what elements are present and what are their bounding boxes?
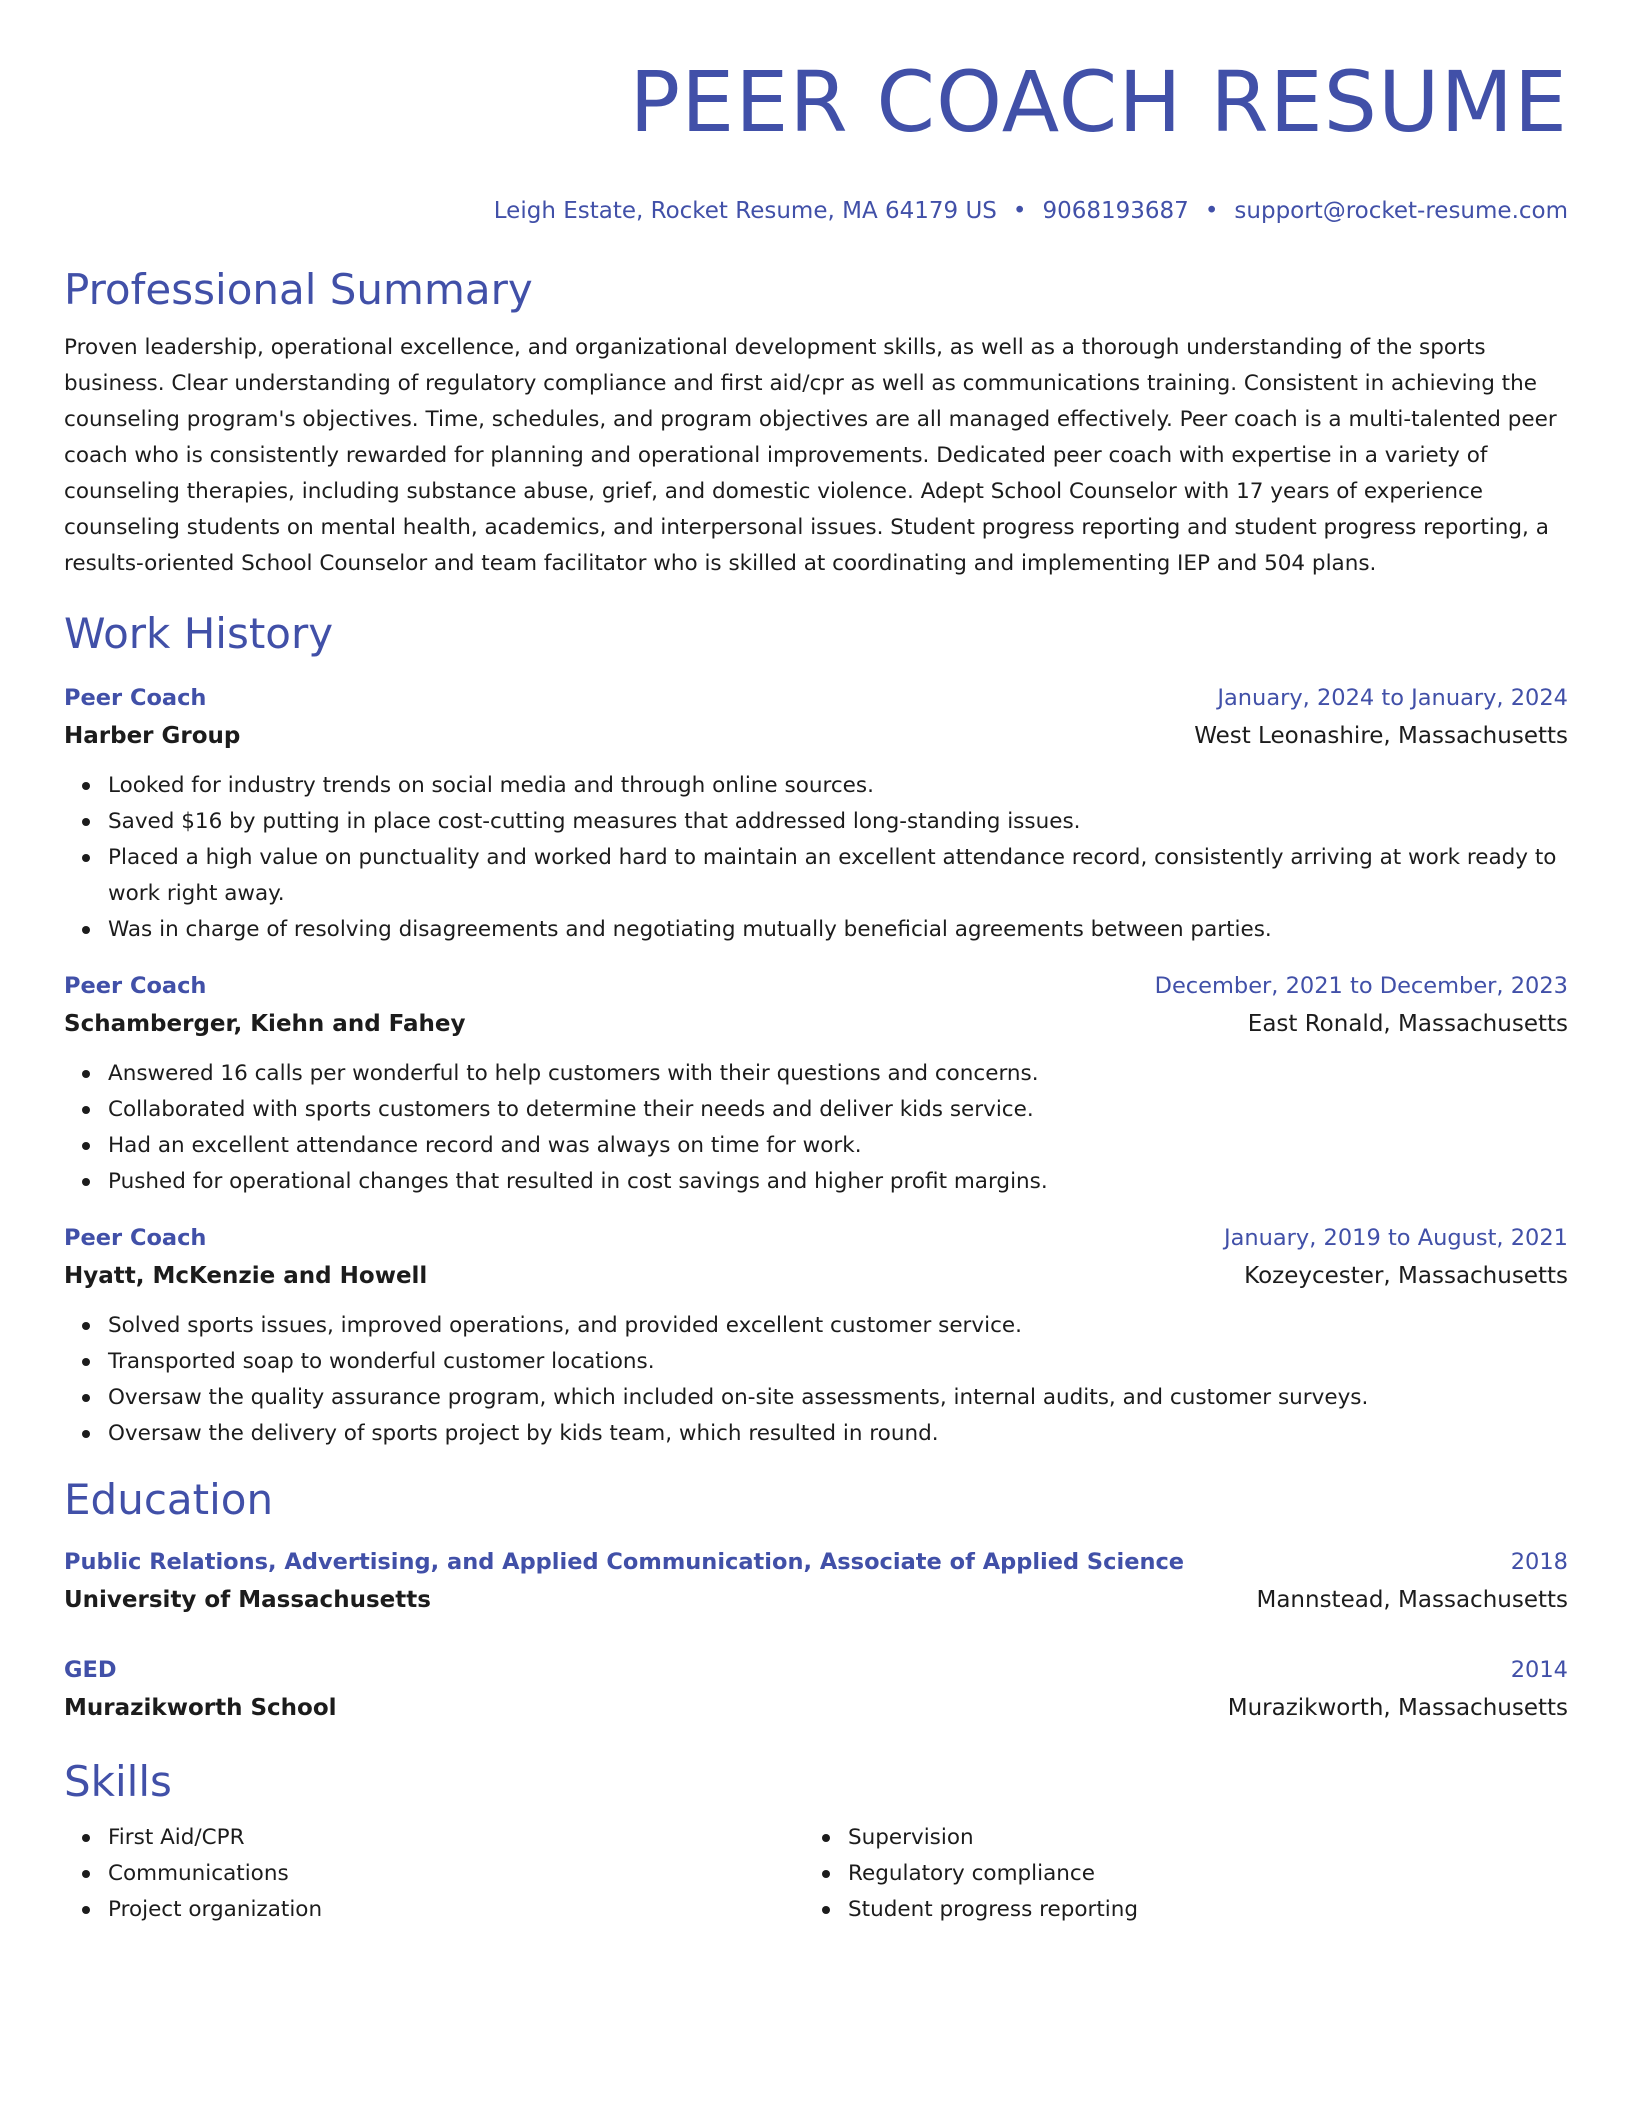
job-company-row xyxy=(64,716,1568,756)
job-location: Kozeycester, Massachusetts xyxy=(1244,1263,1568,1289)
skills-list xyxy=(64,1820,804,1928)
skills-heading: Skills xyxy=(64,1757,172,1806)
education-entry xyxy=(64,1652,1568,1728)
skills-grid xyxy=(64,1820,1568,1928)
job-bullet: Had an excellent attendance record and was always on time for work. xyxy=(108,1128,1568,1164)
job-bullet: Oversaw the delivery of sports project by kids team, which resulted in round. xyxy=(108,1416,1568,1452)
contact-line xyxy=(64,196,1568,226)
job-company-row xyxy=(64,1004,1568,1044)
job-company: Harber Group xyxy=(64,723,241,749)
separator-dot: • xyxy=(1204,198,1219,224)
summary-text: Proven leadership, operational excellence, and organizational development skills, as well as a thorough understanding of the sports business. Clear understanding of regulatory compliance and first aid/cpr as well as communications training. Consistent in achieving the counseling program's objectives. Time, schedules, and program objectives are all managed effectively. Peer coach is a multi-talented peer coach who is consistently rewarded for planning and operational improvements. Dedicated peer coach with expertise in a variety of counseling therapies, including substance abuse, grief, and domestic violence. Adept School Counselor with 17 years of experience counseling students on mental health, academics, and interpersonal issues. Student progress reporting and student progress reporting, a results-oriented School Counselor and team facilitator who is skilled at coordinating and implementing IEP and 504 plans. xyxy=(64,335,1557,576)
education-school: Murazikworth School xyxy=(64,1695,337,1721)
skills-column-left xyxy=(64,1820,804,1928)
skill-item: Project organization xyxy=(108,1892,804,1928)
resume-title: PEER COACH RESUME xyxy=(629,53,1568,151)
job-role: Peer Coach xyxy=(64,685,207,711)
skills-list xyxy=(804,1820,1544,1928)
job-bullet: Transported soap to wonderful customer locations. xyxy=(108,1344,1568,1380)
job-dates: January, 2019 to August, 2021 xyxy=(1223,1225,1568,1251)
job-entry xyxy=(64,1220,1568,1452)
job-header-row xyxy=(64,968,1568,1004)
education-degree: GED xyxy=(64,1657,117,1683)
education-degree: Public Relations, Advertising, and Applied Communication, Associate of Applied Science xyxy=(64,1549,1185,1575)
job-bullet: Placed a high value on punctuality and worked hard to maintain an excellent attendance record, consistently arriving at work ready to work right away. xyxy=(108,840,1568,912)
job-role: Peer Coach xyxy=(64,973,207,999)
job-company: Schamberger, Kiehn and Fahey xyxy=(64,1011,466,1037)
skill-item: Communications xyxy=(108,1856,804,1892)
job-dates: December, 2021 to December, 2023 xyxy=(1154,973,1568,999)
job-location: West Leonashire, Massachusetts xyxy=(1194,723,1568,749)
education-school-row xyxy=(64,1580,1568,1620)
skill-item: Regulatory compliance xyxy=(848,1856,1544,1892)
skills-column-right xyxy=(804,1820,1544,1928)
job-company-row xyxy=(64,1256,1568,1296)
education-heading: Education xyxy=(64,1475,274,1524)
work-history-heading: Work History xyxy=(64,609,334,658)
education-school: University of Massachusetts xyxy=(64,1587,431,1613)
job-header-row xyxy=(64,1220,1568,1256)
job-header-row xyxy=(64,680,1568,716)
job-bullet: Pushed for operational changes that resulted in cost savings and higher profit margins. xyxy=(108,1164,1568,1200)
job-bullet: Saved $16 by putting in place cost-cutting measures that addressed long-standing issues. xyxy=(108,804,1568,840)
education-year: 2018 xyxy=(1510,1549,1568,1575)
education-header-row xyxy=(64,1652,1568,1688)
job-bullet: Answered 16 calls per wonderful to help customers with their questions and concerns. xyxy=(108,1056,1568,1092)
skill-item: First Aid/CPR xyxy=(108,1820,804,1856)
job-bullet-list xyxy=(64,1308,1568,1452)
education-location: Murazikworth, Massachusetts xyxy=(1227,1695,1568,1721)
contact-email: support@rocket-resume.com xyxy=(1234,198,1568,224)
education-year: 2014 xyxy=(1510,1657,1568,1683)
separator-dot: • xyxy=(1012,198,1027,224)
skill-item: Student progress reporting xyxy=(848,1892,1544,1928)
job-company: Hyatt, McKenzie and Howell xyxy=(64,1263,428,1289)
job-bullet: Oversaw the quality assurance program, which included on-site assessments, internal audits, and customer surveys. xyxy=(108,1380,1568,1416)
job-bullet: Collaborated with sports customers to determine their needs and deliver kids service. xyxy=(108,1092,1568,1128)
job-bullet: Solved sports issues, improved operations, and provided excellent customer service. xyxy=(108,1308,1568,1344)
job-location: East Ronald, Massachusetts xyxy=(1247,1011,1568,1037)
job-bullet: Looked for industry trends on social media and through online sources. xyxy=(108,768,1568,804)
education-location: Mannstead, Massachusetts xyxy=(1256,1587,1568,1613)
job-entry xyxy=(64,968,1568,1200)
summary-heading: Professional Summary xyxy=(64,265,533,314)
education-school-row xyxy=(64,1688,1568,1728)
education-entry xyxy=(64,1544,1568,1620)
education-header-row xyxy=(64,1544,1568,1580)
job-entry xyxy=(64,680,1568,948)
job-role: Peer Coach xyxy=(64,1225,207,1251)
skill-item: Supervision xyxy=(848,1820,1544,1856)
job-bullet: Was in charge of resolving disagreements and negotiating mutually beneficial agreements between parties. xyxy=(108,912,1568,948)
contact-address: Leigh Estate, Rocket Resume, MA 64179 US xyxy=(493,198,997,224)
contact-phone: 9068193687 xyxy=(1042,198,1189,224)
job-bullet-list xyxy=(64,1056,1568,1200)
job-bullet-list xyxy=(64,768,1568,948)
job-dates: January, 2024 to January, 2024 xyxy=(1217,685,1568,711)
